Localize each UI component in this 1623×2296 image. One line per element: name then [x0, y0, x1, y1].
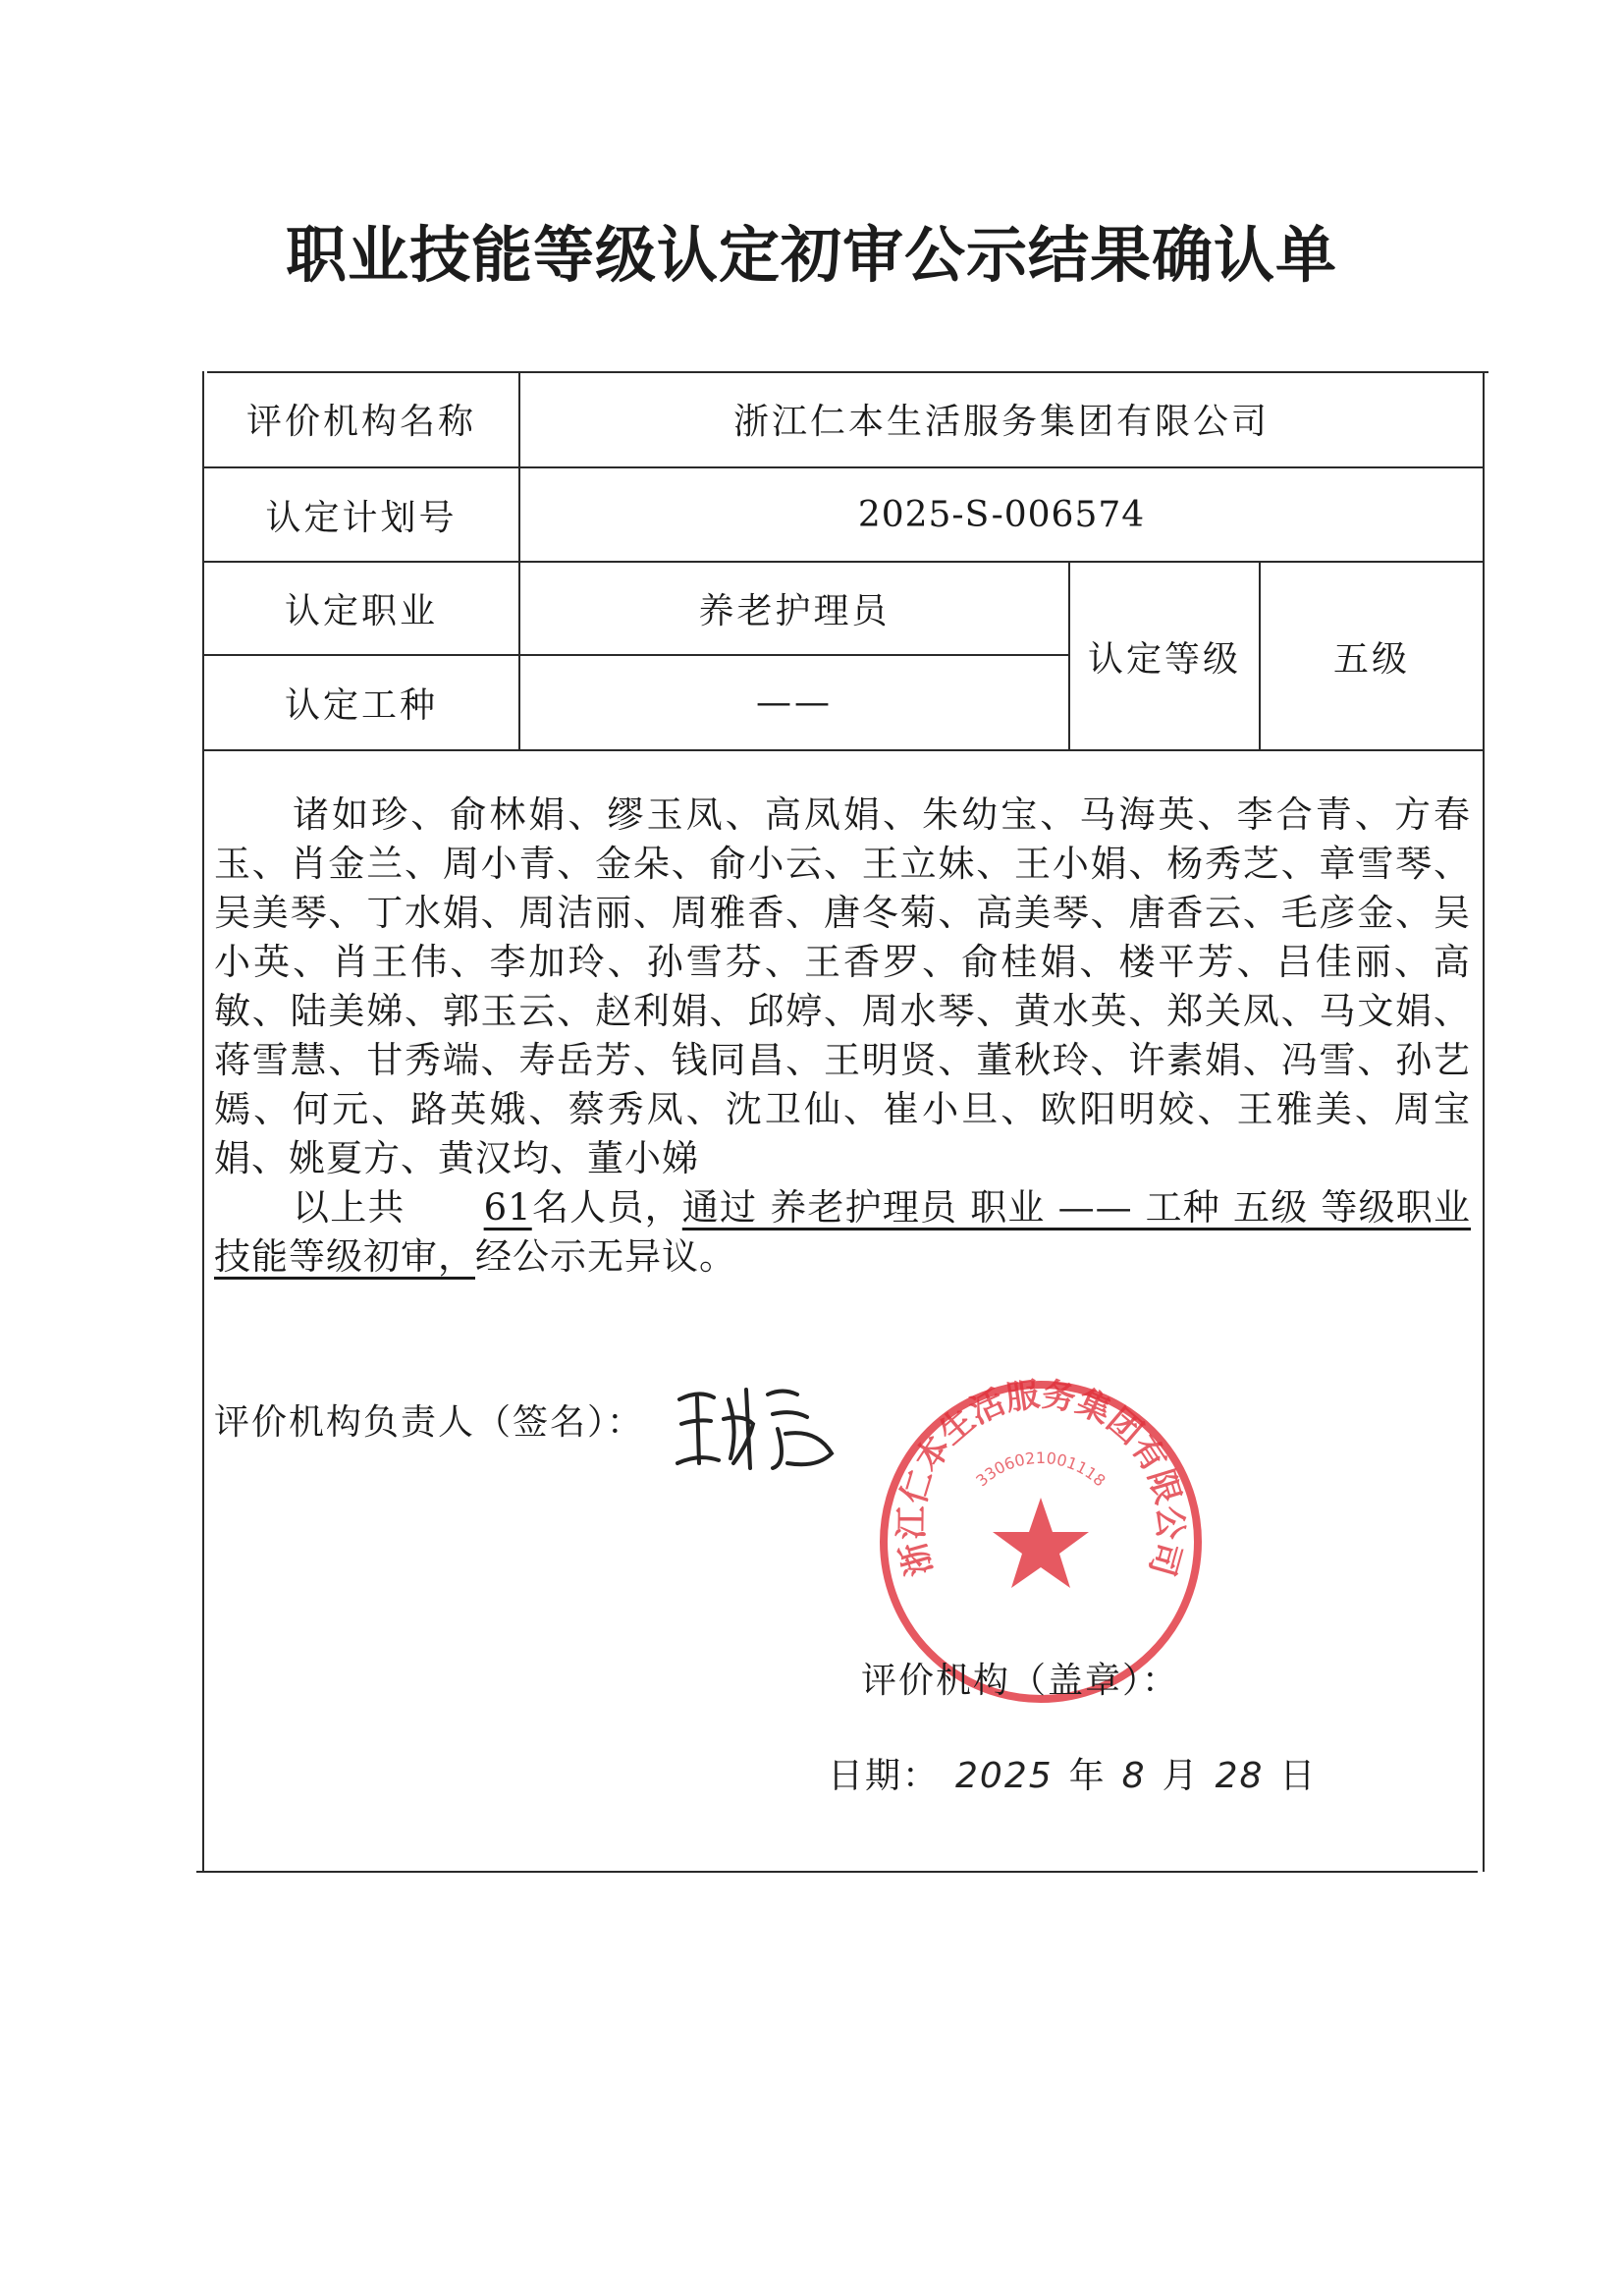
- level-value: 五级: [1332, 638, 1410, 680]
- org-stamp-label: 评价机构（盖章）：: [861, 1661, 1180, 1701]
- day-unit: 日: [1279, 1756, 1318, 1796]
- announcement-body: [214, 791, 1471, 1282]
- summary-paragraph: [214, 1183, 1471, 1282]
- summary-suffix: 经公示无异议。: [475, 1235, 736, 1278]
- handwritten-signature: [670, 1370, 846, 1478]
- summary-middle: 名人员，: [531, 1186, 682, 1229]
- plan-number-label: 认定计划号: [265, 497, 458, 538]
- org-name-label: 评价机构名称: [245, 402, 476, 442]
- date-year: 2025: [955, 1756, 1054, 1796]
- signatory-label: 评价机构负责人（签名）：: [214, 1402, 645, 1443]
- date-month: 8: [1121, 1756, 1147, 1796]
- date-label: 日期：: [828, 1756, 941, 1796]
- summary-prefix: 以上共: [293, 1186, 406, 1229]
- date-day: 28: [1215, 1756, 1265, 1796]
- plan-number-value: 2025-S-006574: [857, 494, 1146, 535]
- form-border-bottom: [196, 1871, 1478, 1873]
- page-title: 职业技能等级认定初审公示结果确认单: [285, 219, 1337, 291]
- svg-text:3306021001118: [972, 1449, 1109, 1490]
- summary-underlined: 通过 养老护理员 职业 —— 工种 五级 等级职业技能等级初审，: [214, 1186, 1472, 1278]
- occupation-label: 认定职业: [284, 591, 438, 631]
- form-border-right: [1483, 371, 1485, 1872]
- work-type-label: 认定工种: [284, 685, 438, 726]
- seal-star-icon: [993, 1498, 1089, 1588]
- passed-names-list: 诸如珍、俞林娟、缪玉凤、高凤娟、朱幼宝、马海英、李合青、方春玉、肖金兰、周小青、金朵、俞小云、王立妹、王小娟、杨秀芝、章雪琴、吴美琴、丁水娟、周洁丽、周雅香、唐冬菊、高美琴、唐香云、毛彦金、吴小英、肖王伟、李加玲、孙雪芬、王香罗、俞桂娟、楼平芳、吕佳丽、高敏、陆美娣、郭玉云、赵利娟、邱婷、周水琴、黄水英、郑关凤、马文娟、蒋雪慧、甘秀端、寿岳芳、钱同昌、王明贤、董秋玲、许素娟、冯雪、孙艺嫣、何元、路英娥、蔡秀凤、沈卫仙、崔小旦、欧阳明姣、王雅美、周宝娟、姚夏方、黄汉均、董小娣: [214, 793, 1471, 1179]
- seal-code: 3306021001118: [972, 1449, 1109, 1491]
- level-label: 认定等级: [1087, 638, 1241, 680]
- org-name-value: 浙江仁本生活服务集团有限公司: [732, 402, 1270, 442]
- date-line: [828, 1748, 1317, 1798]
- row-divider: [204, 749, 1483, 751]
- seal-text: 浙江仁本生活服务集团有限公司: [892, 1375, 1190, 1581]
- work-type-value: ——: [756, 683, 833, 723]
- occupation-value: 养老护理员: [698, 591, 891, 631]
- month-unit: 月: [1162, 1756, 1200, 1796]
- person-count: 61: [483, 1186, 532, 1229]
- year-unit: 年: [1068, 1756, 1107, 1796]
